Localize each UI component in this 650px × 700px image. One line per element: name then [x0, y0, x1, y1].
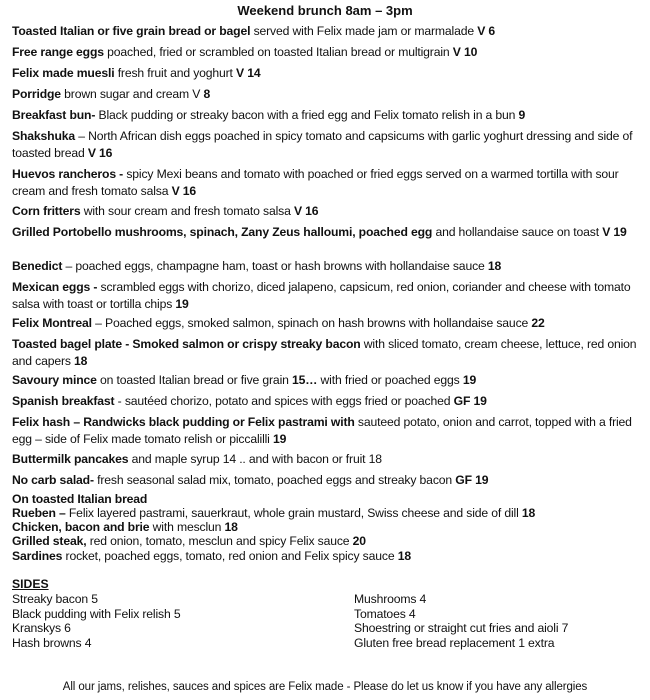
menu-item [12, 472, 644, 489]
item-desc: fresh fruit and yoghurt [114, 66, 237, 80]
item-name: Porridge [12, 87, 61, 101]
item-name: Breakfast bun- [12, 108, 96, 122]
item-desc: and hollandaise sauce on toast [432, 225, 603, 239]
menu-item [12, 414, 644, 448]
item-price: V 16 [293, 204, 319, 218]
menu-item [12, 451, 644, 468]
item-desc: brown sugar and cream V [60, 87, 204, 101]
menu-item [12, 258, 644, 275]
item-desc-extra: with fried or poached eggs [317, 373, 463, 387]
item-desc: rocket, poached eggs, tomato, red onion and Felix spicy sauce [62, 549, 398, 563]
item-name: Buttermilk pancakes [12, 452, 129, 466]
item-desc: – Poached eggs, smoked salmon, spinach on hash browns with hollandaise sauce [91, 316, 532, 330]
menu-item [12, 372, 644, 389]
item-name: Felix hash – Randwicks black pudding or Felix pastrami with [12, 415, 355, 429]
item-name: No carb salad- [12, 473, 94, 487]
side-item: Streaky bacon 5 [12, 592, 98, 606]
item-price: 18 [521, 506, 536, 520]
item-price: 18 [74, 354, 88, 368]
item-price: 19 [272, 432, 287, 446]
item-name: Spanish breakfast [12, 394, 115, 408]
item-name: Grilled steak, [12, 534, 87, 548]
item-desc: Felix layered pastrami, sauerkraut, whole grain mustard, Swiss cheese and side of dill [65, 506, 522, 520]
item-name: Chicken, bacon and brie [12, 520, 150, 534]
menu-item [12, 128, 644, 162]
item-desc: scrambled eggs with chorizo, diced jalapeno, capsicum, red onion, coriander and cheese with tomato salsa with toast or tortilla chips [12, 280, 631, 311]
item-desc: fresh seasonal salad mix, tomato, poached eggs and streaky bacon [93, 473, 456, 487]
item-desc: poached, fried or scrambled on toasted Italian bread or multigrain [103, 45, 453, 59]
item-desc: – poached eggs, champagne ham, toast or hash browns with hollandaise sauce [62, 259, 488, 273]
menu-item [12, 393, 644, 410]
item-price: 8 [203, 87, 211, 101]
menu-item [12, 520, 644, 535]
menu-item [12, 203, 644, 220]
menu-item [12, 224, 644, 241]
item-price: V 6 [477, 24, 496, 38]
item-name: Huevos rancheros - [12, 167, 124, 181]
item-name: Free range eggs [12, 45, 104, 59]
sides-heading: SIDES [12, 577, 49, 591]
item-name: Felix Montreal [12, 316, 92, 330]
menu-item [12, 279, 644, 313]
item-price: GF 19 [455, 473, 489, 487]
item-name: Savoury mince [12, 373, 97, 387]
menu-item [12, 549, 644, 564]
menu-item [12, 506, 644, 521]
menu-item [12, 44, 644, 61]
menu-item [12, 65, 644, 82]
menu-title: Weekend brunch 8am – 3pm [237, 3, 413, 18]
side-item: Mushrooms 4 [354, 592, 427, 606]
item-price: 9 [518, 108, 526, 122]
side-item: Shoestring or straight cut fries and aioli 7 [354, 621, 569, 635]
side-item: Gluten free bread replacement 1 extra [354, 636, 555, 650]
item-name: Rueben – [12, 506, 66, 520]
item-price: V 19 [602, 225, 627, 239]
side-item: Hash browns 4 [12, 636, 92, 650]
item-desc: Black pudding or streaky bacon with a fried egg and Felix tomato relish in a bun [95, 108, 519, 122]
allergy-footer-note: All our jams, relishes, sauces and spices are Felix made - Please do let us know if you have any allergies [62, 681, 588, 693]
item-name: Toasted Italian or five grain bread or bagel [12, 24, 251, 38]
item-price: 19 [175, 297, 189, 311]
item-price: V 10 [452, 45, 478, 59]
item-name: Mexican eggs - [12, 280, 98, 294]
item-price: V 16 [87, 146, 113, 160]
menu-item [12, 315, 644, 332]
item-desc: – North African dish eggs poached in spicy tomato and capsicums with garlic yoghurt dressing and side of toasted bread [12, 129, 633, 160]
menu-item [12, 107, 644, 124]
item-name: Shakshuka [12, 129, 76, 143]
side-item: Black pudding with Felix relish 5 [12, 607, 181, 621]
menu-item [12, 336, 644, 370]
item-desc: with sour cream and fresh tomato salsa [80, 204, 294, 218]
item-price: 18 [224, 520, 238, 534]
item-desc: and maple syrup 14 .. and with bacon or fruit 18 [128, 452, 382, 466]
item-desc: red onion, tomato, mesclun and spicy Felix sauce [86, 534, 353, 548]
menu-item [12, 534, 644, 549]
item-price: 20 [352, 534, 366, 548]
menu-item [12, 23, 644, 40]
item-name: Corn fritters [12, 204, 81, 218]
item-name: Benedict [12, 259, 63, 273]
side-item: Tomatoes 4 [354, 607, 416, 621]
item-price: 22 [531, 316, 545, 330]
item-price: 18 [487, 259, 502, 273]
item-price: V 16 [171, 184, 197, 198]
item-price-extra: 19 [462, 373, 477, 387]
item-price: V 14 [236, 66, 261, 80]
item-desc: served with Felix made jam or marmalade [250, 24, 478, 38]
item-price: 15… [292, 373, 318, 387]
item-price: GF 19 [453, 394, 487, 408]
item-price: 18 [397, 549, 411, 563]
item-name: Grilled Portobello mushrooms, spinach, Zany Zeus halloumi, poached egg [12, 225, 433, 239]
item-desc: with sliced tomato, cream cheese, lettuce, red onion and capers [12, 337, 637, 368]
section-heading-italian-bread: On toasted Italian bread [12, 492, 148, 506]
item-desc: on toasted Italian bread or five grain [96, 373, 292, 387]
item-name: Sardines [12, 549, 63, 563]
item-desc: - sautéed chorizo, potato and spices with eggs fried or poached [114, 394, 454, 408]
menu-item [12, 86, 644, 103]
item-desc: spicy Mexi beans and tomato with poached or fried eggs served on a warmed tortilla with sour cream and fresh tomato salsa [12, 167, 619, 198]
item-desc: sauteed potato, onion and carrot, topped with a fried egg – side of Felix made tomato relish or piccalilli [12, 415, 632, 446]
side-item: Kranskys 6 [12, 621, 71, 635]
item-name: Felix made muesli [12, 66, 115, 80]
menu-item [12, 166, 644, 200]
item-name: Toasted bagel plate - Smoked salmon or crispy streaky bacon [12, 337, 361, 351]
item-desc: with mesclun [149, 520, 225, 534]
